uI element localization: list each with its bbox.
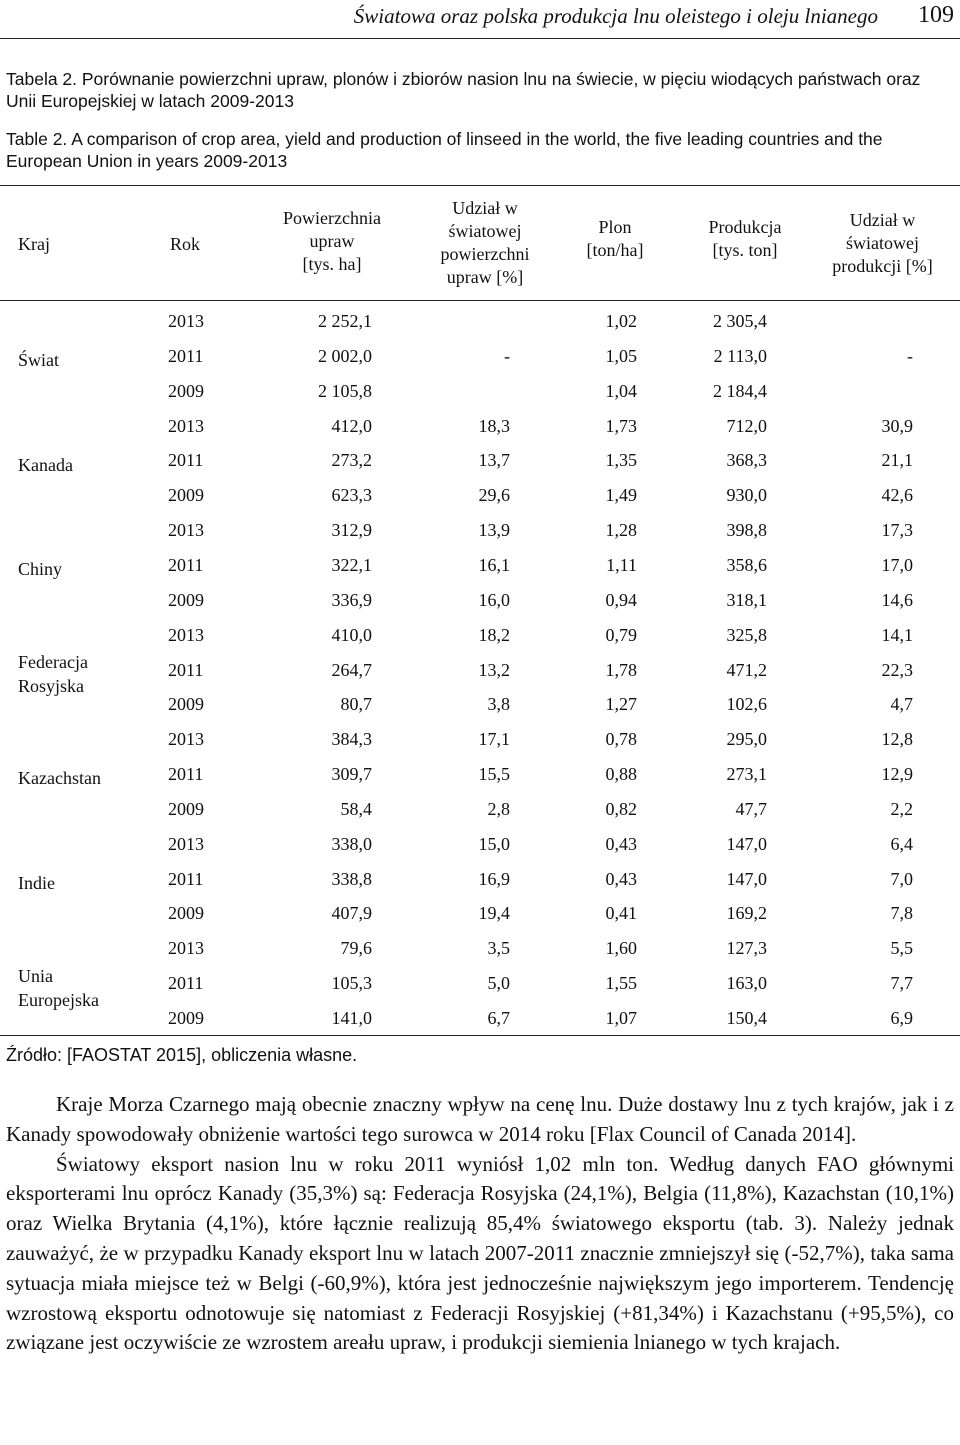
value-cell: 318,1 [726, 589, 767, 610]
value-cell: 42,6 [881, 485, 913, 506]
header-line: produkcji [%] [832, 256, 933, 276]
value-cell: 1,28 [605, 520, 637, 541]
value-cell: 1,04 [605, 380, 637, 401]
value-cell: 141,0 [331, 1008, 372, 1028]
value-cell: 0,94 [605, 589, 637, 610]
value-cell: 1,11 [606, 554, 637, 575]
value-cell: 13,2 [478, 659, 510, 680]
value-cell: 102,6 [726, 694, 767, 715]
year-cell: 2009 [168, 485, 204, 506]
value-cell: 12,9 [881, 764, 913, 785]
value-cell: 29,6 [478, 485, 510, 506]
header-line: Powierzchnia [283, 208, 381, 228]
value-cell: 16,9 [478, 868, 510, 889]
country-label [18, 557, 62, 581]
value-cell: 14,6 [881, 589, 913, 610]
value-cell: 1,49 [605, 485, 637, 506]
country-line: Chiny [18, 559, 63, 580]
data-table [0, 185, 960, 1055]
value-cell: 17,1 [478, 729, 510, 750]
value-cell: 2,2 [890, 798, 913, 819]
value-cell: 2 305,4 [713, 311, 767, 331]
table-bottom-rule [0, 1035, 960, 1036]
header-line: upraw [309, 231, 355, 251]
value-cell: 79,6 [340, 938, 372, 959]
value-cell: 7,7 [890, 973, 913, 994]
value-cell: 1,35 [605, 450, 637, 471]
value-cell: 6,9 [890, 1008, 913, 1028]
value-cell: 47,7 [735, 798, 767, 819]
header-yield [560, 216, 670, 262]
value-cell: 273,2 [331, 450, 372, 471]
header-line: upraw [%] [446, 267, 524, 287]
value-cell: 150,4 [726, 1008, 767, 1028]
year-cell: 2011 [168, 659, 204, 680]
year-cell: 2011 [168, 973, 204, 994]
value-cell: 163,0 [726, 973, 767, 994]
year-cell: 2009 [168, 798, 204, 819]
value-cell: 309,7 [331, 764, 372, 785]
country-label [18, 766, 101, 790]
value-cell: 623,3 [331, 485, 372, 506]
value-cell: 338,0 [331, 833, 372, 854]
value-cell: 384,3 [331, 729, 372, 750]
value-cell: 336,9 [331, 589, 372, 610]
page-number: 109 [918, 2, 954, 28]
year-cell: 2009 [168, 1008, 204, 1028]
value-cell: 312,9 [331, 520, 372, 541]
header-line: światowej [448, 221, 522, 241]
value-cell: 7,8 [890, 903, 913, 924]
body-paragraph: Światowy eksport nasion lnu w roku 2011 wyniósł 1,02 mln ton. Według danych FAO głównymi eksporterami lnu oprócz Kanady (35,3%) są: Federacja Rosyjska (24,1%), Belgia (11,8%), Kazachstan (10,1%) oraz Wielka Brytania (4,1%), które łącznie realizują 85,4% światowego eksportu (tab. 3). Należy jednak zauważyć, że w przypadku Kanady eksport lnu w latach 2007-2011 znacznie zmniejszył się (-52,7%), taka sama sytuacja miała miejsce też w Belgi (-60,9%), która jest jednocześnie największym jego importerem. Tendencję wzrostową eksportu odnotowuje się natomiast z Federacji Rosyjskiej (+81,34%) i Kazachstanu (+95,5%), co związane jest oczywiście ze wzrostem areału upraw, i produkcji siemienia lnianego w tych krajach. [6, 1151, 954, 1355]
value-cell: 17,0 [881, 554, 913, 575]
value-cell: 105,3 [331, 973, 372, 994]
header-year: Rok [170, 234, 201, 254]
value-cell: 14,1 [881, 624, 913, 645]
table-source: Źródło: [FAOSTAT 2015], obliczenia własne. [6, 1045, 358, 1065]
value-cell: 712,0 [726, 415, 767, 436]
value-cell: 2 105,8 [318, 380, 372, 401]
year-cell: 2011 [168, 345, 204, 366]
value-cell: 1,60 [605, 938, 637, 959]
value-cell: 0,41 [605, 903, 637, 924]
value-cell: 127,3 [726, 938, 767, 959]
value-cell: 30,9 [881, 415, 913, 436]
header-area-share [415, 197, 555, 289]
header-line: Produkcja [708, 217, 782, 237]
value-cell: 2 113,0 [713, 345, 767, 366]
header-area [262, 207, 402, 276]
header-line: Udział w [452, 198, 518, 218]
country-line: Indie [18, 873, 55, 894]
value-cell: 16,0 [478, 589, 510, 610]
running-header [0, 2, 960, 36]
value-cell: 0,82 [605, 798, 637, 819]
body-paragraph: Kraje Morza Czarnego mają obecnie znaczny wpływ na cenę lnu. Duże dostawy lnu z tych krajów, jak i z Kanady spowodowały obniżenie wartości tego surowca w 2014 roku [Flax Council of Canada 2014]. [6, 1092, 954, 1146]
running-title: Światowa oraz polska produkcja lnu oleistego i oleju lnianego [353, 4, 878, 28]
value-cell: 13,9 [478, 520, 510, 541]
value-cell: 18,2 [478, 624, 510, 645]
country-label [18, 453, 73, 477]
value-cell: - [504, 345, 510, 366]
value-cell: 410,0 [331, 624, 372, 645]
header-line: powierzchni [440, 244, 530, 264]
value-cell: 368,3 [726, 450, 767, 471]
value-cell: 338,8 [331, 868, 372, 889]
value-cell: 358,6 [726, 554, 767, 575]
value-cell: 264,7 [331, 659, 372, 680]
body-text [6, 1090, 954, 1358]
value-cell: 0,43 [605, 868, 637, 889]
header-line: [tys. ha] [302, 254, 362, 274]
year-cell: 2011 [168, 868, 204, 889]
country-label [18, 348, 59, 372]
value-cell: 273,1 [726, 764, 767, 785]
header-line: [ton/ha] [586, 240, 644, 260]
value-cell: 2,8 [487, 798, 510, 819]
value-cell: 13,7 [478, 450, 510, 471]
header-line: Plon [598, 217, 632, 237]
year-cell: 2013 [168, 311, 204, 331]
year-cell: 2013 [168, 729, 204, 750]
value-cell: 58,4 [340, 798, 372, 819]
value-cell: 325,8 [726, 624, 767, 645]
year-cell: 2009 [168, 694, 204, 715]
country-line: Federacja [18, 651, 88, 672]
header-line: światowej [846, 233, 919, 253]
header-rule [0, 38, 960, 39]
year-cell: 2013 [168, 415, 204, 436]
value-cell: 19,4 [478, 903, 510, 924]
country-line: Kazachstan [18, 768, 101, 789]
year-cell: 2009 [168, 589, 204, 610]
value-cell: 6,7 [487, 1008, 510, 1028]
value-cell: 2 184,4 [713, 380, 767, 401]
country-label [18, 871, 55, 895]
year-cell: 2009 [168, 903, 204, 924]
country-line: Rosyjska [18, 675, 85, 696]
year-cell: 2009 [168, 380, 204, 401]
value-cell: 5,5 [890, 938, 913, 959]
value-cell: 407,9 [331, 903, 372, 924]
country-line: Świat [18, 350, 60, 371]
header-line: [tys. ton] [712, 240, 778, 260]
value-cell: 1,27 [605, 694, 637, 715]
value-cell: 22,3 [881, 659, 913, 680]
value-cell: 0,88 [605, 764, 637, 785]
header-production [680, 216, 810, 262]
country-label [18, 650, 88, 698]
year-cell: 2013 [168, 520, 204, 541]
header-country: Kraj [18, 234, 50, 254]
value-cell: 1,73 [605, 415, 637, 436]
value-cell: 17,3 [881, 520, 913, 541]
value-cell: 2 252,1 [318, 311, 372, 331]
table-caption-pl: Tabela 2. Porównanie powierzchni upraw, plonów i zbiorów nasion lnu na świecie, w pięciu wiodących państwach oraz Unii Europejskiej w latach 2009-2013 [6, 69, 921, 111]
value-cell: 80,7 [340, 694, 372, 715]
year-cell: 2011 [168, 764, 204, 785]
value-cell: 0,79 [605, 624, 637, 645]
value-cell: 12,8 [881, 729, 913, 750]
table-top-rule [0, 185, 960, 186]
value-cell: 0,78 [605, 729, 637, 750]
value-cell: - [907, 345, 913, 366]
value-cell: 1,05 [605, 345, 637, 366]
value-cell: 471,2 [726, 659, 767, 680]
country-line: Unia [18, 965, 53, 986]
value-cell: 1,55 [605, 973, 637, 994]
year-cell: 2011 [168, 554, 204, 575]
value-cell: 398,8 [726, 520, 767, 541]
country-line: Kanada [18, 454, 73, 475]
value-cell: 16,1 [478, 554, 510, 575]
value-cell: 15,5 [478, 764, 510, 785]
header-production-share [810, 209, 955, 278]
value-cell: 1,78 [605, 659, 637, 680]
value-cell: 18,3 [478, 415, 510, 436]
value-cell: 21,1 [881, 450, 913, 471]
value-cell: 4,7 [890, 694, 913, 715]
value-cell: 147,0 [726, 868, 767, 889]
value-cell: 3,8 [487, 694, 510, 715]
value-cell: 2 002,0 [318, 345, 372, 366]
table-caption-en: Table 2. A comparison of crop area, yield and production of linseed in the world, the five leading countries and the European Union in years 2009-2013 [6, 129, 883, 171]
value-cell: 322,1 [331, 554, 372, 575]
value-cell: 412,0 [331, 415, 372, 436]
value-cell: 5,0 [487, 973, 510, 994]
value-cell: 147,0 [726, 833, 767, 854]
value-cell: 3,5 [487, 938, 510, 959]
year-cell: 2013 [168, 624, 204, 645]
value-cell: 169,2 [726, 903, 767, 924]
country-line: Europejska [18, 989, 99, 1010]
year-cell: 2013 [168, 938, 204, 959]
year-cell: 2011 [168, 450, 204, 471]
value-cell: 15,0 [478, 833, 510, 854]
value-cell: 6,4 [890, 833, 913, 854]
year-cell: 2013 [168, 833, 204, 854]
country-label [18, 964, 99, 1012]
table-header-rule [0, 300, 960, 301]
value-cell: 295,0 [726, 729, 767, 750]
value-cell: 7,0 [890, 868, 913, 889]
value-cell: 930,0 [726, 485, 767, 506]
value-cell: 0,43 [605, 833, 637, 854]
value-cell: 1,07 [605, 1008, 637, 1028]
header-line: Udział w [849, 210, 916, 230]
value-cell: 1,02 [605, 311, 637, 331]
